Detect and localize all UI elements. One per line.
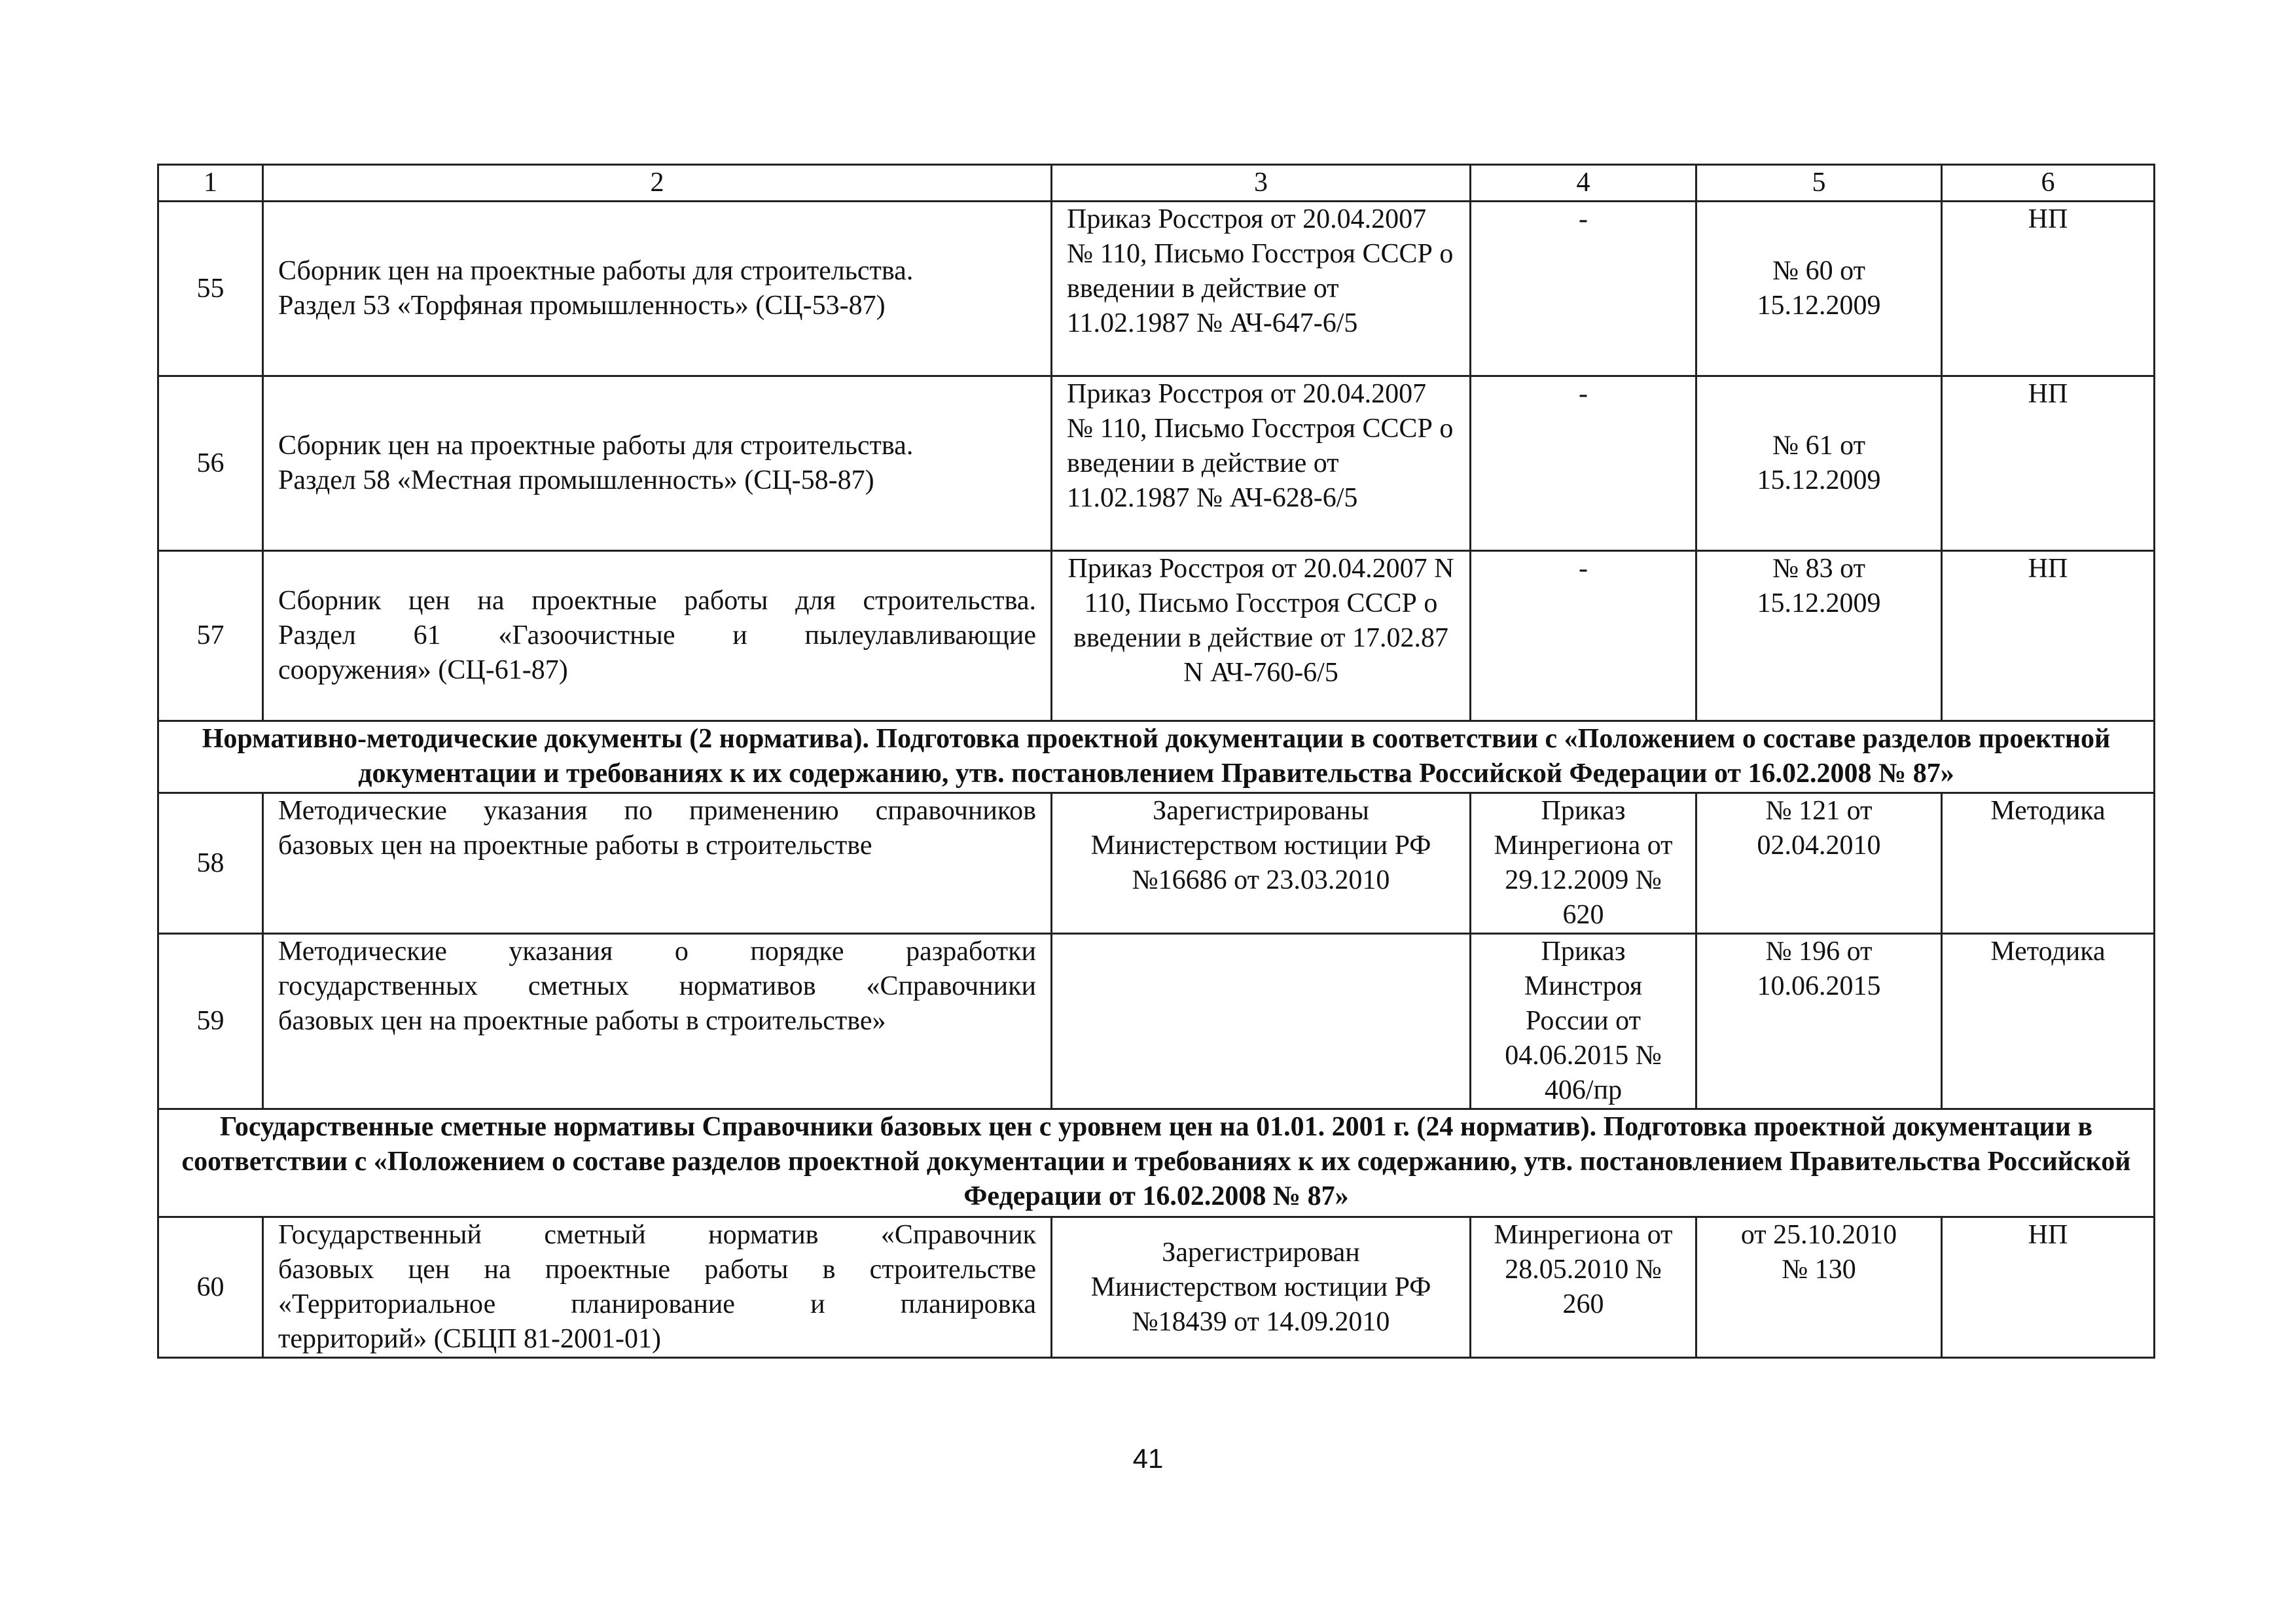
document-name (263, 551, 1052, 721)
status-code: НП (1942, 376, 2155, 551)
status-code: Методика (1942, 793, 2155, 934)
basis-document: Зарегистрированы Министерством юстиции РФ №16686 от 23.03.2010 (1052, 793, 1471, 934)
ministry-letter-number: № 196 от (1765, 936, 1873, 967)
ministry-letter-date: 15.12.2009 (1757, 291, 1881, 321)
status-code: НП (1942, 551, 2155, 721)
document-name-line: базовых цен на проектные работы в строительстве (278, 1255, 1036, 1285)
document-name-line: базовых цен на проектные работы в строительстве (278, 830, 872, 861)
table-row (158, 793, 2155, 934)
column-header-2: 2 (263, 165, 1052, 202)
approval-order: - (1471, 202, 1696, 376)
document-name (263, 934, 1052, 1109)
row-number: 59 (158, 934, 263, 1109)
section-header-row (158, 1109, 2155, 1217)
document-name-line: Методические указания о порядке разработки (278, 936, 1036, 967)
table-row (158, 551, 2155, 721)
ministry-letter (1696, 202, 1942, 376)
approval-order: - (1471, 376, 1696, 551)
table-row (158, 376, 2155, 551)
normatives-table (157, 164, 2155, 1359)
basis-document (1052, 934, 1471, 1109)
document-name-line: базовых цен на проектные работы в строительстве» (278, 1006, 886, 1036)
document-name-line: Раздел 53 «Торфяная промышленность» (СЦ-53-87) (278, 291, 886, 321)
table-row (158, 934, 2155, 1109)
ministry-letter (1696, 793, 1942, 934)
section-header-row (158, 721, 2155, 793)
document-name (263, 793, 1052, 934)
status-code: НП (1942, 202, 2155, 376)
status-code: Методика (1942, 934, 2155, 1109)
ministry-letter-number: от 25.10.2010 (1740, 1220, 1897, 1250)
document-name-line: Раздел 61 «Газоочистные и пылеулавливающие (278, 620, 1036, 651)
row-number: 57 (158, 551, 263, 721)
ministry-letter-date: 02.04.2010 (1757, 830, 1881, 861)
approval-order: - (1471, 551, 1696, 721)
document-name-line: Сборник цен на проектные работы для строительства. (278, 256, 914, 286)
ministry-letter (1696, 376, 1942, 551)
ministry-letter-number: № 121 от (1765, 796, 1873, 826)
document-name-line: Сборник цен на проектные работы для строительства. (278, 431, 914, 461)
document-name-line: Раздел 58 «Местная промышленность» (СЦ-58-87) (278, 465, 874, 495)
ministry-letter-number: № 61 от (1772, 431, 1865, 461)
document-name-line: территорий» (СБЦП 81-2001-01) (278, 1324, 661, 1354)
table-row (158, 202, 2155, 376)
row-number: 58 (158, 793, 263, 934)
row-number: 60 (158, 1217, 263, 1358)
ministry-letter (1696, 934, 1942, 1109)
page-number: 41 (1132, 1443, 1164, 1474)
approval-order: Приказ Минрегиона от 29.12.2009 № 620 (1471, 793, 1696, 934)
document-name-line: «Территориальное планирование и планировка (278, 1289, 1036, 1319)
ministry-letter (1696, 1217, 1942, 1358)
ministry-letter-date: 10.06.2015 (1757, 971, 1881, 1001)
ministry-letter-number: № 83 от (1772, 554, 1865, 584)
row-number: 55 (158, 202, 263, 376)
basis-document: Приказ Росстроя от 20.04.2007 N 110, Письмо Госстроя СССР о введении в действие от 17.02.87 N АЧ-760-6/5 (1052, 551, 1471, 721)
column-header-3: 3 (1052, 165, 1471, 202)
document-name (263, 376, 1052, 551)
column-header-6: 6 (1942, 165, 2155, 202)
table-row (158, 1217, 2155, 1358)
document-name-line: Государственный сметный норматив «Справочник (278, 1220, 1036, 1250)
ministry-letter-date: 15.12.2009 (1757, 465, 1881, 495)
basis-document: Приказ Росстроя от 20.04.2007 № 110, Письмо Госстроя СССР о введении в действие от 11.02.1987 № АЧ-647-6/5 (1052, 202, 1471, 376)
document-name-line: Методические указания по применению справочников (278, 796, 1036, 826)
approval-order: Минрегиона от 28.05.2010 № 260 (1471, 1217, 1696, 1358)
ministry-letter-number: № 60 от (1772, 256, 1865, 286)
ministry-letter-date: 15.12.2009 (1757, 588, 1881, 618)
column-header-4: 4 (1471, 165, 1696, 202)
document-name (263, 1217, 1052, 1358)
ministry-letter (1696, 551, 1942, 721)
status-code: НП (1942, 1217, 2155, 1358)
section-heading: Государственные сметные нормативы Справочники базовых цен с уровнем цен на 01.01. 2001 г. (24 норматив). Подготовка проектной документации в соответствии с «Положением о составе разделов проектной документации и требованиях к их содержанию, утв. постановлением Правительства Российской Федерации от 16.02.2008 № 87» (158, 1109, 2155, 1217)
document-name-line: Сборник цен на проектные работы для строительства. (278, 586, 1036, 616)
document-name-line: сооружения» (СЦ-61-87) (278, 655, 568, 685)
column-header-5: 5 (1696, 165, 1942, 202)
document-name-line: государственных сметных нормативов «Справочники (278, 971, 1036, 1001)
column-header-1: 1 (158, 165, 263, 202)
basis-document: Зарегистрирован Министерством юстиции РФ №18439 от 14.09.2010 (1052, 1217, 1471, 1358)
approval-order: Приказ Минстроя России от 04.06.2015 № 406/пр (1471, 934, 1696, 1109)
section-heading: Нормативно-методические документы (2 норматива). Подготовка проектной документации в соответствии с «Положением о составе разделов проектной документации и требованиях к их содержанию, утв. постановлением Правительства Российской Федерации от 16.02.2008 № 87» (158, 721, 2155, 793)
row-number: 56 (158, 376, 263, 551)
ministry-letter-date: № 130 (1782, 1255, 1856, 1285)
column-number-header-row (158, 165, 2155, 202)
document-name (263, 202, 1052, 376)
basis-document: Приказ Росстроя от 20.04.2007 № 110, Письмо Госстроя СССР о введении в действие от 11.02.1987 № АЧ-628-6/5 (1052, 376, 1471, 551)
